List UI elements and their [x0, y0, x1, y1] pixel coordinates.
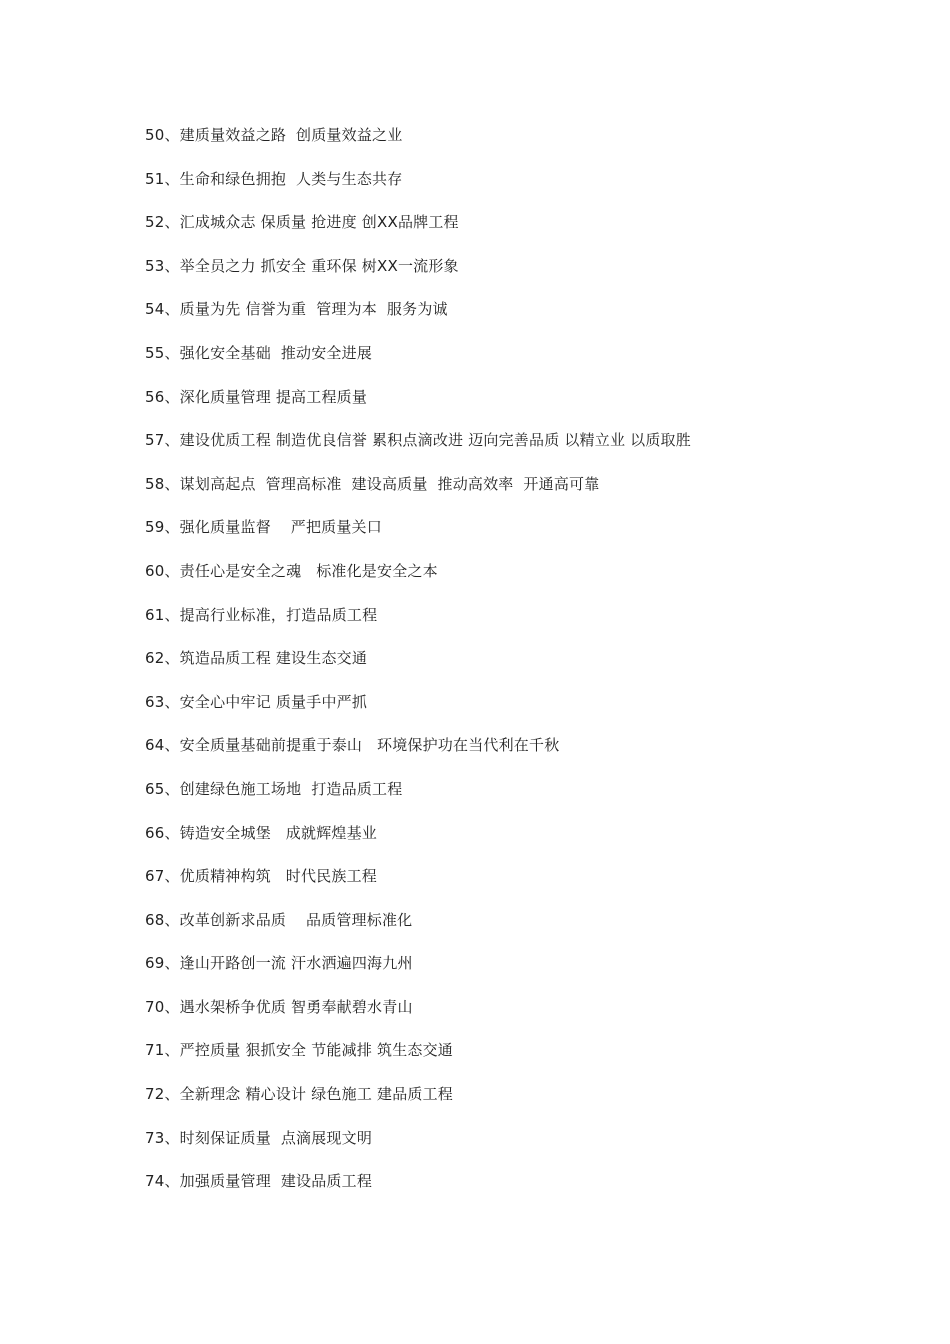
list-item: 73、时刻保证质量 点滴展现文明: [145, 1128, 373, 1147]
list-item: 51、生命和绿色拥抱 人类与生态共存: [145, 169, 403, 188]
list-item: 50、建质量效益之路 创质量效益之业: [145, 126, 403, 144]
list-item: 57、建设优质工程 制造优良信誉 累积点滴改进 迈向完善品质 以精立业 以质取胜: [145, 431, 691, 450]
list-item: 62、筑造品质工程 建设生态交通: [145, 649, 368, 668]
list-item: 64、安全质量基础前提重于泰山 环境保护功在当代利在千秋: [145, 736, 560, 755]
list-item: 59、强化质量监督 严把质量关口: [145, 518, 382, 537]
list-item: 72、全新理念 精心设计 绿色施工 建品质工程: [145, 1085, 453, 1104]
list-item: 70、遇水架桥争优质 智勇奉献碧水青山: [145, 997, 413, 1016]
list-item: 65、创建绿色施工场地 打造品质工程: [145, 779, 403, 798]
list-item: 63、安全心中牢记 质量手中严抓: [145, 692, 368, 711]
list-item: 71、严控质量 狠抓安全 节能减排 筑生态交通: [145, 1041, 453, 1060]
list-item: 55、强化安全基础 推动安全进展: [145, 343, 373, 362]
list-item: 67、优质精神构筑 时代民族工程: [145, 867, 377, 886]
list-item: 56、深化质量管理 提高工程质量: [145, 387, 368, 406]
slogan-list: [145, 121, 905, 1211]
list-item: 52、汇成城众志 保质量 抢进度 创XX品牌工程: [145, 213, 459, 232]
list-item: 68、改革创新求品质 品质管理标准化: [145, 910, 413, 929]
list-item: 61、提高行业标准，打造品质工程: [145, 605, 378, 624]
list-item: 66、铸造安全城堡 成就辉煌基业: [145, 823, 377, 842]
list-item: 53、举全员之力 抓安全 重环保 树XX一流形象: [145, 256, 459, 275]
list-item: 58、谋划高起点 管理高标准 建设高质量 推动高效率 开通高可靠: [145, 474, 600, 493]
list-item: 69、逢山开路创一流 汗水洒遍四海九州: [145, 954, 413, 973]
list-item: 74、加强质量管理 建设品质工程: [145, 1172, 373, 1191]
list-item: 60、责任心是安全之魂 标准化是安全之本: [145, 561, 438, 580]
list-item: 54、质量为先 信誉为重 管理为本 服务为诚: [145, 300, 448, 319]
